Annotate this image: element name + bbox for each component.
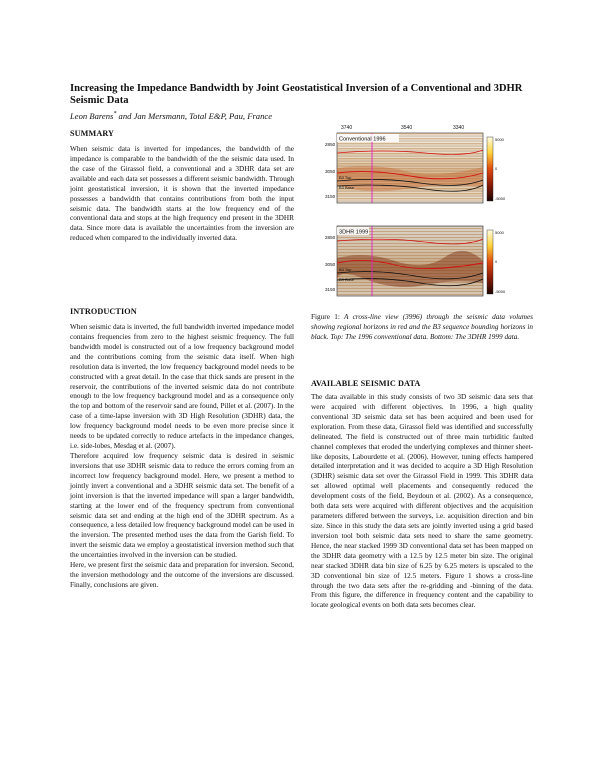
panel-top [325,133,506,203]
y-tick: 3050 [325,169,336,174]
summary-text [70,145,294,244]
seismic-figure [325,123,515,299]
introduction-heading: INTRODUCTION [70,307,137,316]
colorbar-tick: 0 [495,259,498,264]
colorbar-tick: 5000 [495,137,504,142]
horizon-label: B3 Top [339,175,352,180]
caption-text: A cross-line view (3996) through the seismic data volumes showing regional horizons in red and the B3 sequence bounding horizons in black. Top: The 1996 conventional data. Bottom: The 3DHR 1999 data. [311,313,533,341]
intro-paragraph-2: Therefore acquired low frequency seismic data is desired in seismic inversions that use 3DHR seismic data to reduce the errors coming from an incorrect low frequency background model. Here, we present a method to jointly invert a conventional and a 3DHR seismic data set. The benefit of a joint inversion is that the inverted impedance will span a larger bandwidth, starting at the lower end of the frequency spectrum from conventional seismic data set and ending at the high end of the 3DHR spectrum. As a consequence, a less detailed low frequency background model can be used in the inversion. The presented method uses the data from the Garish field. To invert the seismic data we employ a geostatistical inversion method such that the uncertainties involved in the inversion can be studied. [70,451,294,560]
x-tick: 3540 [401,125,413,131]
figure-caption [311,313,533,343]
colorbar-tick: -5000 [495,196,506,201]
horizon-label: B3 Base [339,277,355,282]
horizon-label: B3 Base [339,185,355,190]
colorbar-tick: 0 [495,166,498,171]
colorbar-tick: 5000 [495,230,504,235]
available-data-text [311,393,533,611]
y-tick: 3050 [325,262,336,267]
summary-paragraph: When seismic data is inverted for impedances, the bandwidth of the impedance is comparable to the bandwidth of the the seismic data used. In the case of the Girassol field, a conventional and a 3DHR data set are available and each data set possesses a different seismic bandwidth. Through joint geostatistical inversion, it is shown that the inverted impedance possesses a bandwidth that contains contributions from both the input seismic data. The bandwidth starts at the low frequency end of the conventional data and stops at the high frequency end present in the 3DHR data. Since more data is available the uncertainties from the inversion are reduced when compared to the individually inverted data. [70,145,294,243]
caption-label: Figure 1: [311,313,340,321]
paper-title: Increasing the Impedance Bandwidth by Joint Geostatistical Inversion of a Conventional and 3DHR Seismic Data [70,83,523,107]
summary-heading: SUMMARY [70,129,115,138]
available-data-paragraph: The data available in this study consists of two 3D seismic data sets that were acquired with different objectives. In 1996, a high quality conventional 3D seismic data set has been acquired and been used for exploration. From these data, Girassol field was identified and successfully delineated. The field is constructed out of three main turbiditic faulted channel complexes that eroded the underlying complexes and thinner sheet-like deposits, Labourdette et al. (2006). However, tuning effects hampered detailed interpretation and it was decided to acquire a 3D High Resolution (3DHR) seismic data set over the Girassol Field in 1999. This 3DHR data set allowed optimal well placements and consequently reduced the development costs of the field, Beydoun et al. (2002). As a consequence, both data sets were acquired with different objectives and the acquisition parameters differed between the surveys, i.e. acquisition direction and bin size. Since in this study the data sets are jointly inverted using a grid based inversion tool both seismic data sets need to share the same geometry. Hence, the near stacked 1999 3D conventional data set has been mapped on the 3DHR data geometry with a 12.5 by 12.5 meter bin size. The original near stacked 3DHR data bin size of 6.25 by 6.25 meters is upscaled to the 3D conventional bin size of 12.5 meters. Figure 1 shows a cross-line through the two data sets after the re-gridding and -binning of the data. From this figure, the difference in frequency content and the capability to locate geological events on both data sets becomes clear. [311,393,533,610]
panel-bottom-label: 3DHR 1999 [339,229,369,236]
x-tick: 3740 [341,125,353,131]
panel-top-label: Conventional 1996 [339,136,386,143]
y-tick: 2850 [325,235,336,240]
y-tick: 3150 [325,287,336,292]
intro-paragraph-3: Here, we present first the seismic data and preparation for inversion. Second, the inversion methodology and the outcome of the inversions are discussed. Finally, conclusions are given. [70,561,294,589]
introduction-text [70,323,294,591]
author-name: Leon Barens [70,110,114,121]
intro-paragraph-1: When seismic data is inverted, the full bandwidth inverted impedance model contains frequencies from zero to the highest seismic frequency. The full bandwidth model is constructed out of a low frequency background model and the contributions coming from the seismic data itself. When high resolution data is inverted, the low frequency background model needs to be constructed with a great detail. In the case that thick sands are present in the reservoir, the contributions of the inverted seismic data do not contribute enough to the low frequency background model and as a consequence only the top and bottom of the reservoir sand are found, Pillet et al. (2007). In the case of a time-lapse inversion with 3D High Resolution (3DHR) data, the low frequency background model needs to be even more precise since it needs to be updated correctly to reduce artefacts in the impedance changes, i.e. side-lobes, Mesdag et al. (2007). [70,323,294,451]
y-tick: 2850 [325,142,336,147]
author-affiliation: and Jan Mersmann, Total E&P, Pau, France [116,110,273,121]
y-tick: 3150 [325,194,336,199]
colorbar-tick: -5000 [495,289,506,294]
panel-bottom [325,226,506,296]
author-line [70,109,370,122]
author-mark: * [113,111,117,117]
horizon-label: B3 Top [339,267,352,272]
available-data-heading: AVAILABLE SEISMIC DATA [311,379,421,388]
x-tick: 3340 [453,125,465,131]
